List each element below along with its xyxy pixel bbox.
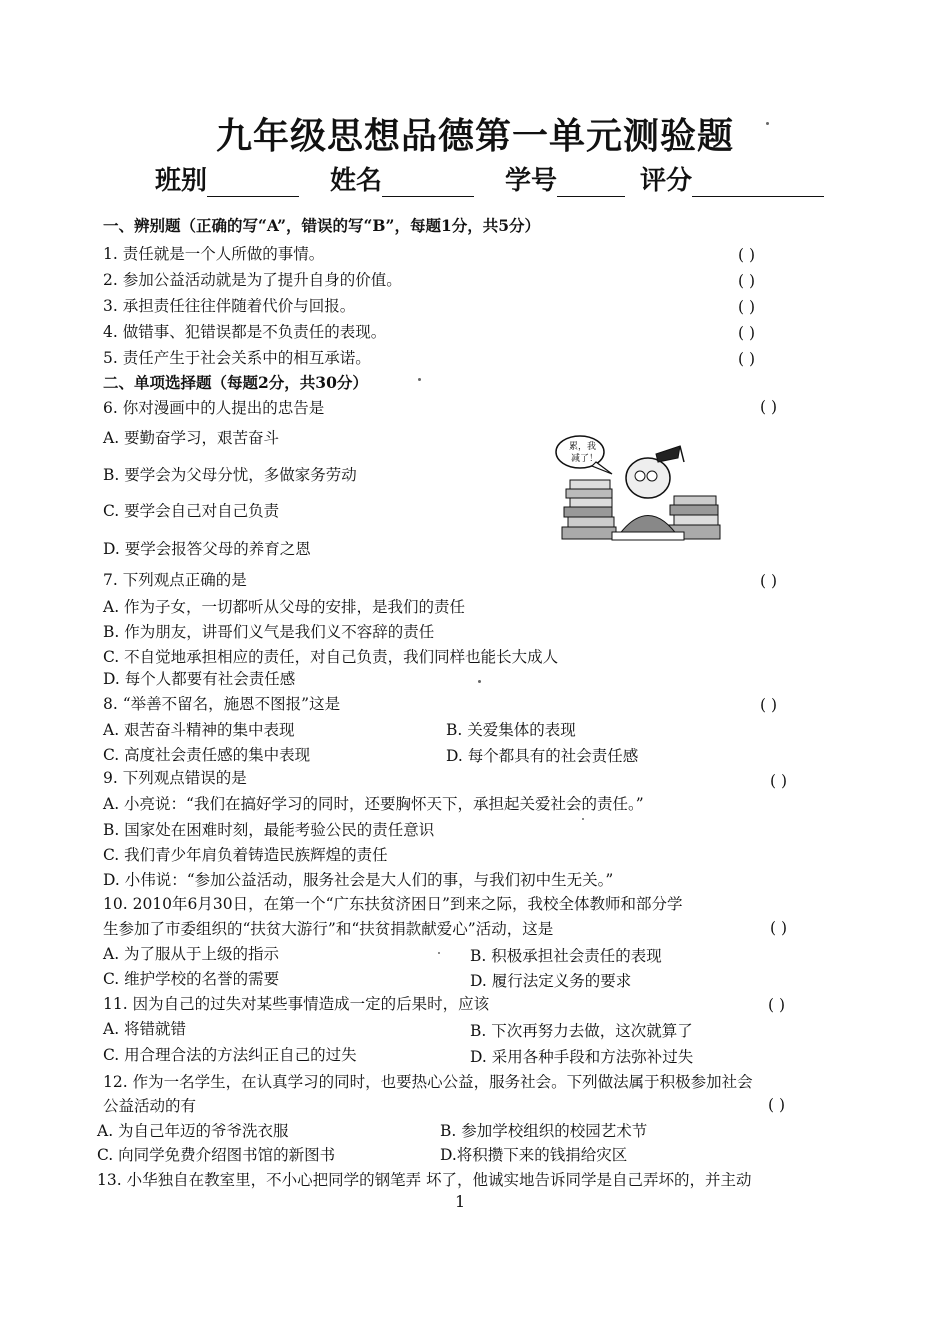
q10-answer-paren[interactable]: ( )	[770, 919, 788, 937]
cartoon-svg	[552, 432, 724, 544]
q12-answer-paren[interactable]: ( )	[768, 1096, 786, 1114]
q6-option-b: B. 要学会为父母分忧，多做家务劳动	[103, 466, 357, 484]
q7-stem: 7. 下列观点正确的是	[103, 571, 247, 589]
q7-option-c: C. 不自觉地承担相应的责任，对自己负责，我们同样也能长大成人	[103, 648, 559, 666]
scan-speck	[418, 378, 421, 381]
q8-option-a: A. 艰苦奋斗精神的集中表现	[103, 721, 295, 739]
q6-option-a: A. 要勤奋学习，艰苦奋斗	[103, 429, 280, 447]
q6-answer-paren[interactable]: ( )	[760, 398, 778, 416]
q10-stem-line2: 生参加了市委组织的“扶贫大游行”和“扶贫捐款献爱心”活动，这是	[103, 920, 554, 938]
q9-option-c: C. 我们青少年肩负着铸造民族辉煌的责任	[103, 846, 388, 864]
q9-option-d: D. 小伟说：“参加公益活动，服务社会是大人们的事，与我们初中生无关。”	[103, 871, 614, 889]
scan-speck	[438, 952, 440, 954]
q11-option-c: C. 用合理合法的方法纠正自己的过失	[103, 1046, 357, 1064]
page-number: 1	[455, 1192, 466, 1211]
q13-stem-line1: 13. 小华独自在教室里，不小心把同学的钢笔弄 坏了，他诚实地告诉同学是自己弄坏的，并主动	[97, 1171, 752, 1189]
q12-stem-line1: 12. 作为一名学生，在认真学习的同时，也要热心公益，服务社会。下列做法属于积极参加社会	[103, 1073, 753, 1091]
q10-option-d: D. 履行法定义务的要求	[470, 972, 632, 990]
q10-stem-line1: 10. 2010年6月30日，在第一个“广东扶贫济困日”到来之际，我校全体教师和部分学	[103, 895, 683, 913]
q12-option-a: A. 为自己年迈的爷爷洗衣服	[97, 1122, 289, 1140]
q7-option-b: B. 作为朋友，讲哥们义气是我们义不容辞的责任	[103, 623, 435, 641]
judge-item-2: 2. 参加公益活动就是为了提升自身的价值。	[103, 271, 402, 289]
q10-option-a: A. 为了服从于上级的指示	[103, 945, 280, 963]
number-field	[505, 160, 625, 197]
name-field	[330, 160, 474, 197]
answer-paren-5[interactable]: ( )	[738, 350, 756, 368]
class-field	[155, 160, 299, 197]
answer-paren-2[interactable]: ( )	[738, 272, 756, 290]
q8-option-c: C. 高度社会责任感的集中表现	[103, 746, 311, 764]
judge-item-5: 5. 责任产生于社会关系中的相互承诺。	[103, 349, 371, 367]
number-blank[interactable]	[557, 172, 625, 197]
name-blank[interactable]	[382, 172, 474, 197]
q6-option-d: D. 要学会报答父母的养育之恩	[103, 540, 311, 558]
answer-paren-4[interactable]: ( )	[738, 324, 756, 342]
bubble-text-1: 累，我	[569, 442, 597, 452]
q9-stem: 9. 下列观点错误的是	[103, 769, 247, 787]
scan-speck	[766, 122, 769, 125]
section2-heading: 二、单项选择题（每题2分，共30分）	[103, 373, 368, 392]
section1-heading: 一、辨别题（正确的写“A”，错误的写“B”，每题1分，共5分）	[103, 216, 541, 235]
q9-option-b: B. 国家处在困难时刻，最能考验公民的责任意识	[103, 821, 435, 839]
q7-option-a: A. 作为子女，一切都听从父母的安排，是我们的责任	[103, 598, 466, 616]
q11-answer-paren[interactable]: ( )	[768, 996, 786, 1014]
scan-speck	[478, 680, 481, 683]
q6-stem: 6. 你对漫画中的人提出的忠告是	[103, 399, 325, 417]
q8-stem: 8. “举善不留名，施恩不图报”这是	[103, 695, 341, 713]
score-blank[interactable]	[692, 172, 824, 197]
answer-paren-1[interactable]: ( )	[738, 246, 756, 264]
q11-option-b: B. 下次再努力去做，这次就算了	[470, 1022, 693, 1040]
q7-option-d: D. 每个人都要有社会责任感	[103, 670, 296, 688]
q11-stem: 11. 因为自己的过失对某些事情造成一定的后果时，应该	[103, 995, 490, 1013]
bubble-text-2: 减了！	[571, 454, 599, 464]
class-label: 班别	[155, 166, 208, 196]
q7-answer-paren[interactable]: ( )	[760, 572, 778, 590]
q11-option-d: D. 采用各种手段和方法弥补过失	[470, 1048, 694, 1066]
q8-option-d: D. 每个都具有的社会责任感	[446, 747, 639, 765]
judge-item-1: 1. 责任就是一个人所做的事情。	[103, 245, 325, 263]
q12-option-b: B. 参加学校组织的校园艺术节	[440, 1122, 648, 1140]
score-label: 评分	[640, 166, 693, 196]
cartoon-illustration	[552, 432, 724, 544]
page-title: 九年级思想品德第一单元测验题	[215, 115, 734, 157]
q9-option-a: A. 小亮说：“我们在搞好学习的同时，还要胸怀天下，承担起关爱社会的责任。”	[103, 795, 644, 813]
scan-speck	[582, 818, 584, 820]
class-blank[interactable]	[207, 172, 299, 197]
q12-stem-line2: 公益活动的有	[103, 1097, 197, 1115]
q11-option-a: A. 将错就错	[103, 1020, 187, 1038]
q6-option-c: C. 要学会自己对自己负责	[103, 502, 280, 520]
name-label: 姓名	[330, 166, 383, 196]
judge-item-3: 3. 承担责任往往伴随着代价与回报。	[103, 297, 356, 315]
score-field	[640, 160, 824, 197]
answer-paren-3[interactable]: ( )	[738, 298, 756, 316]
q10-option-c: C. 维护学校的名誉的需要	[103, 970, 280, 988]
q8-option-b: B. 关爱集体的表现	[446, 721, 576, 739]
q8-answer-paren[interactable]: ( )	[760, 696, 778, 714]
q12-option-d: D.将积攒下来的钱捐给灾区	[440, 1146, 628, 1164]
q12-option-c: C. 向同学免费介绍图书馆的新图书	[97, 1146, 336, 1164]
judge-item-4: 4. 做错事、犯错误都是不负责任的表现。	[103, 323, 387, 341]
q10-option-b: B. 积极承担社会责任的表现	[470, 947, 662, 965]
number-label: 学号	[505, 166, 558, 196]
q9-answer-paren[interactable]: ( )	[770, 772, 788, 790]
